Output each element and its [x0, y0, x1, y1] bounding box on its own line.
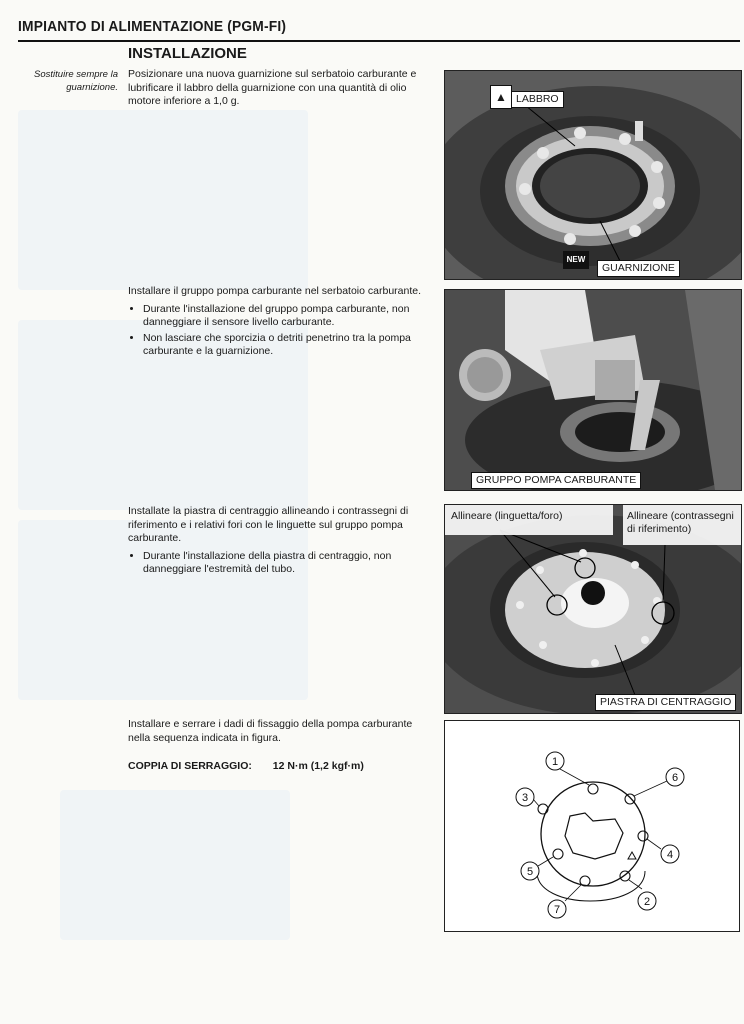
label-align-reference-marks: Allineare (contrassegni di riferimento) [627, 510, 734, 535]
header-rule [18, 40, 740, 42]
sequence-number-1: 1 [551, 756, 559, 768]
bullet: • Durante l'installazione del gruppo pompa carburante, non danneggiare il sensore livello carburante. [143, 303, 436, 330]
bullet: • Non lasciare che sporcizia o detriti penetrino tra la pompa carburante e la guarnizione. [143, 332, 436, 359]
figure-centering-plate-photo [444, 504, 742, 714]
label-centering-plate: PIASTRA DI CENTRAGGIO [595, 694, 736, 711]
torque-spec [128, 760, 364, 772]
step-2 [128, 285, 436, 361]
sequence-number-3: 3 [521, 792, 529, 804]
figure-gasket-photo [444, 70, 742, 280]
label-lip: LABBRO [511, 91, 564, 108]
torque-value: 12 N·m (1,2 kgf·m) [272, 760, 364, 772]
nut-sequence-drawing [445, 721, 739, 931]
oil-can-icon: ▲ [490, 85, 512, 109]
sequence-number-2: 2 [643, 896, 651, 908]
bullet: • Durante l'installazione della piastra di centraggio, non danneggiare l'estremità del tubo. [143, 550, 436, 577]
sequence-number-4: 4 [666, 849, 674, 861]
step-2-bullets [128, 303, 436, 359]
bleed-through-shadow [18, 110, 308, 290]
label-gasket: GUARNIZIONE [597, 260, 680, 277]
step-2-text: Installare il gruppo pompa carburante nel serbatoio carburante. [128, 285, 422, 297]
step-4 [128, 718, 436, 745]
step-3 [128, 505, 436, 579]
sequence-number-5: 5 [526, 866, 534, 878]
figure-fuel-pump-photo [444, 289, 742, 491]
tightening-sequence-diagram [444, 720, 740, 932]
bleed-through-shadow [60, 790, 290, 940]
side-note: Sostituire sempre la guarnizione. [34, 69, 118, 93]
label-fuel-pump-assembly: GRUPPO POMPA CARBURANTE [471, 472, 641, 489]
step-1 [128, 68, 436, 109]
torque-label: COPPIA DI SERRAGGIO: [128, 760, 252, 772]
step-1-text: Posizionare una nuova guarnizione sul serbatoio carburante e lubrificare il labbro della guarnizione con una quantità di olio motore inferiore a 1,0 g. [128, 68, 417, 107]
step-4-text: Installare e serrare i dadi di fissaggio della pompa carburante nella sequenza indicata in figura. [128, 718, 413, 744]
chapter-title: IMPIANTO DI ALIMENTAZIONE (PGM-FI) [18, 18, 287, 35]
centering-plate-illustration [445, 505, 741, 713]
new-part-icon: NEW [563, 251, 589, 269]
sequence-number-6: 6 [671, 772, 679, 784]
step-3-text: Installate la piastra di centraggio allineando i contrassegni di riferimento e i relativi fori con le linguette sul gruppo pompa carburante. [128, 505, 409, 544]
fuel-pump-install-illustration [445, 290, 741, 490]
step-3-bullets [128, 550, 436, 577]
section-title: INSTALLAZIONE [128, 45, 247, 62]
label-align-tab-hole: Allineare (linguetta/foro) [451, 510, 563, 522]
sequence-number-7: 7 [553, 904, 561, 916]
